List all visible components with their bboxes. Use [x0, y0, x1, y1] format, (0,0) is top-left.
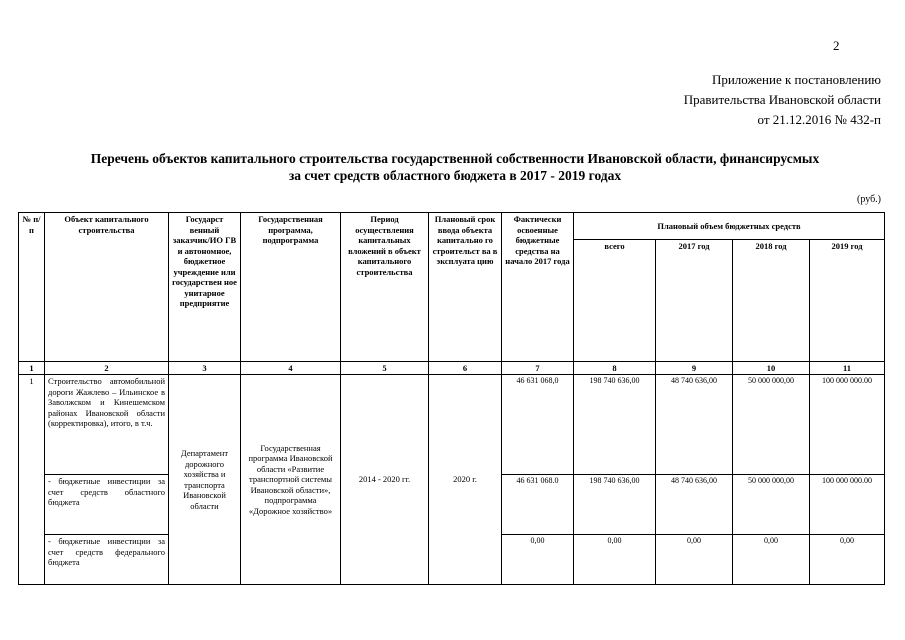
- value-2018: 0,00: [733, 535, 810, 585]
- column-number: 7: [502, 362, 574, 375]
- header-program: Государственная программа, подпрограмма: [241, 213, 341, 362]
- fact-value: 46 631 068.0: [502, 475, 574, 535]
- header-2018: 2018 год: [733, 240, 810, 362]
- header-fact: Фактически освоенные бюджетные средства на начало 2017 года: [502, 213, 574, 362]
- appendix-line-3: от 21.12.2016 № 432-п: [757, 112, 881, 127]
- header-num: № п/п: [19, 213, 45, 362]
- customer-cell: Департамент дорожного хозяйства и транспорта Ивановской области: [169, 375, 241, 585]
- value-2017: 0,00: [656, 535, 733, 585]
- value-2019: 100 000 000.00: [810, 475, 885, 535]
- document-title: [30, 150, 880, 184]
- value-2017: 48 740 636,00: [656, 475, 733, 535]
- total-value: 198 740 636,00: [574, 475, 656, 535]
- appendix-line-1: Приложение к постановлению: [711, 72, 881, 87]
- object-name: Строительство автомобильной дороги Жажлево – Ильинское в Заволжском и Кинешемском районах Ивановской области (корректировка), итого, в т.ч.: [45, 375, 169, 475]
- column-number: 3: [169, 362, 241, 375]
- column-number: 5: [341, 362, 429, 375]
- column-number: 11: [810, 362, 885, 375]
- value-2018: 50 000 000,00: [733, 475, 810, 535]
- objects-table: [18, 212, 885, 585]
- value-2019: 100 000 000.00: [810, 375, 885, 475]
- column-number: 2: [45, 362, 169, 375]
- header-plan-group: Плановый объем бюджетных средств: [574, 213, 885, 240]
- column-number: 9: [656, 362, 733, 375]
- fact-value: 46 631 068,0: [502, 375, 574, 475]
- page-number: 2: [833, 38, 840, 53]
- appendix-line-2: Правительства Ивановской области: [683, 92, 881, 107]
- row-number: 1: [19, 375, 45, 585]
- column-number: 1: [19, 362, 45, 375]
- table-row: [19, 375, 885, 475]
- header-2019: 2019 год: [810, 240, 885, 362]
- column-numbers-row: [19, 362, 885, 375]
- header-commission: Плановый срок ввода объекта капитально го строительст ва в эксплуата цию: [429, 213, 502, 362]
- header-customer: Государст венный заказчик/ИО ГВ и автономное, бюджетное учреждение или государствен ное унитарное предприятие: [169, 213, 241, 362]
- object-name: - бюджетные инвестиции за счет средств областного бюджета: [45, 475, 169, 535]
- column-number: 4: [241, 362, 341, 375]
- value-2017: 48 740 636,00: [656, 375, 733, 475]
- program-cell: Государственная программа Ивановской области «Развитие транспортной системы Ивановской области», подпрограмма «Дорожное хозяйство»: [241, 375, 341, 585]
- total-value: 0,00: [574, 535, 656, 585]
- fact-value: 0,00: [502, 535, 574, 585]
- title-line-1: Перечень объектов капитального строительства государственной собственности Ивановской области, финансирусмых: [90, 151, 820, 166]
- column-number: 8: [574, 362, 656, 375]
- value-2019: 0,00: [810, 535, 885, 585]
- header-object: Объект капитального строительства: [45, 213, 169, 362]
- title-line-2: за счет средств областного бюджета в 2017 - 2019 годах: [288, 168, 622, 183]
- column-number: 10: [733, 362, 810, 375]
- header-period: Период осуществления капитальных вложений в объект капитального строительства: [341, 213, 429, 362]
- header-2017: 2017 год: [656, 240, 733, 362]
- header-total: всего: [574, 240, 656, 362]
- commission-cell: 2020 г.: [429, 375, 502, 585]
- unit-label: (руб.): [857, 194, 881, 205]
- total-value: 198 740 636,00: [574, 375, 656, 475]
- value-2018: 50 000 000,00: [733, 375, 810, 475]
- column-number: 6: [429, 362, 502, 375]
- appendix-block: [684, 70, 881, 130]
- object-name: - бюджетные инвестиции за счет средств федерального бюджета: [45, 535, 169, 585]
- header-row: [19, 213, 885, 240]
- period-cell: 2014 - 2020 гг.: [341, 375, 429, 585]
